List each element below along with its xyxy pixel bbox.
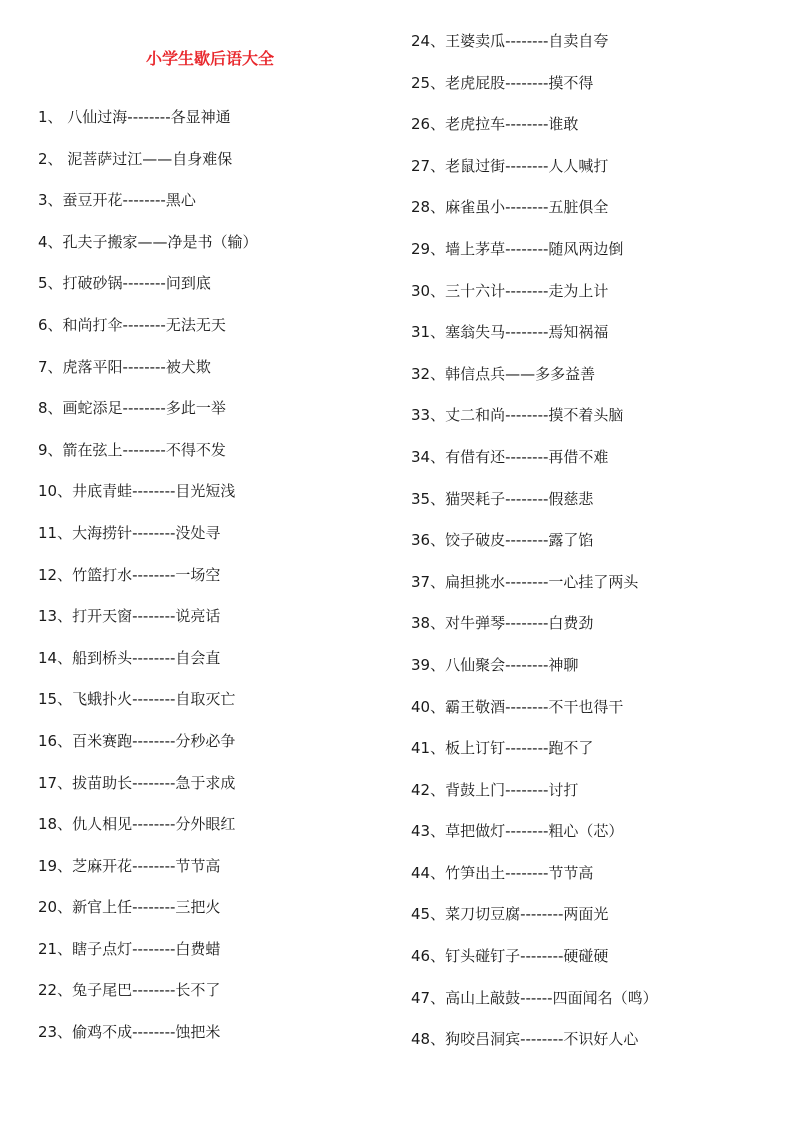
saying-item: 14、船到桥头--------自会直 xyxy=(38,648,221,667)
saying-item: 37、扁担挑水--------一心挂了两头 xyxy=(411,572,639,591)
saying-item: 28、麻雀虽小--------五脏俱全 xyxy=(411,198,609,217)
saying-item: 17、拔苗助长--------急于求成 xyxy=(38,773,236,792)
saying-list-left xyxy=(38,107,258,1064)
saying-item: 36、饺子破皮--------露了馅 xyxy=(411,531,594,550)
saying-item: 7、虎落平阳--------被犬欺 xyxy=(38,357,211,376)
saying-item: 29、墙上茅草--------随风两边倒 xyxy=(411,239,624,258)
saying-item: 43、草把做灯--------粗心（芯） xyxy=(411,822,624,841)
saying-item: 27、老鼠过街--------人人喊打 xyxy=(411,156,609,175)
saying-item: 1、 八仙过海--------各显神通 xyxy=(38,108,231,126)
saying-item: 30、三十六计--------走为上计 xyxy=(411,281,609,300)
saying-item: 44、竹笋出土--------节节高 xyxy=(411,863,594,882)
saying-item: 10、井底青蛙--------目光短浅 xyxy=(38,482,236,501)
saying-item: 38、对牛弹琴--------白费劲 xyxy=(411,614,594,633)
saying-item: 11、大海捞针--------没处寻 xyxy=(38,523,221,542)
saying-item: 8、画蛇添足--------多此一举 xyxy=(38,399,226,418)
saying-item: 39、八仙聚会--------神聊 xyxy=(411,655,579,674)
saying-item: 31、塞翁失马--------焉知祸福 xyxy=(411,323,609,342)
saying-item: 47、高山上敲鼓------四面闻名（鸣） xyxy=(411,988,658,1007)
saying-item: 9、箭在弦上--------不得不发 xyxy=(38,440,226,459)
saying-item: 41、板上订钉--------跑不了 xyxy=(411,739,594,758)
saying-item: 42、背鼓上门--------讨打 xyxy=(411,780,579,799)
saying-item: 6、和尚打伞--------无法无天 xyxy=(38,315,226,334)
saying-item: 21、瞎子点灯--------白费蜡 xyxy=(38,939,221,958)
saying-item: 2、 泥菩萨过江——自身难保 xyxy=(38,149,233,168)
saying-item: 13、打开天窗--------说亮话 xyxy=(38,607,221,626)
saying-item: 18、仇人相见--------分外眼红 xyxy=(38,815,236,834)
saying-item: 40、霸王敬酒--------不干也得干 xyxy=(411,697,624,716)
saying-item: 46、钉头碰钉子--------硬碰硬 xyxy=(411,947,609,966)
saying-item: 5、打破砂锅--------问到底 xyxy=(38,274,211,293)
saying-item: 20、新官上任--------三把火 xyxy=(38,898,221,917)
saying-item: 33、丈二和尚--------摸不着头脑 xyxy=(411,406,624,425)
document-title: 小学生歇后语大全 xyxy=(145,49,274,68)
saying-item: 23、偷鸡不成--------蚀把米 xyxy=(38,1023,221,1042)
saying-item: 16、百米赛跑--------分秒必争 xyxy=(38,731,236,750)
saying-item: 15、飞蛾扑火--------自取灭亡 xyxy=(38,690,236,709)
saying-item: 34、有借有还--------再借不难 xyxy=(411,447,609,466)
saying-item: 22、兔子尾巴--------长不了 xyxy=(38,981,221,1000)
saying-item: 25、老虎屁股--------摸不得 xyxy=(411,73,594,92)
saying-item: 24、王婆卖瓜--------自卖自夸 xyxy=(411,32,609,50)
saying-item: 19、芝麻开花--------节节高 xyxy=(38,856,221,875)
saying-item: 48、狗咬吕洞宾--------不识好人心 xyxy=(411,1030,639,1049)
saying-item: 45、菜刀切豆腐--------两面光 xyxy=(411,905,609,924)
saying-item: 12、竹篮打水--------一场空 xyxy=(38,565,221,584)
saying-item: 35、猫哭耗子--------假慈悲 xyxy=(411,489,594,508)
saying-item: 3、蚕豆开花--------黑心 xyxy=(38,191,196,210)
saying-item: 4、孔夫子搬家——净是书（输） xyxy=(38,232,258,251)
saying-list-right xyxy=(411,31,658,1071)
saying-item: 32、韩信点兵——多多益善 xyxy=(411,364,596,383)
saying-item: 26、老虎拉车--------谁敢 xyxy=(411,115,579,134)
